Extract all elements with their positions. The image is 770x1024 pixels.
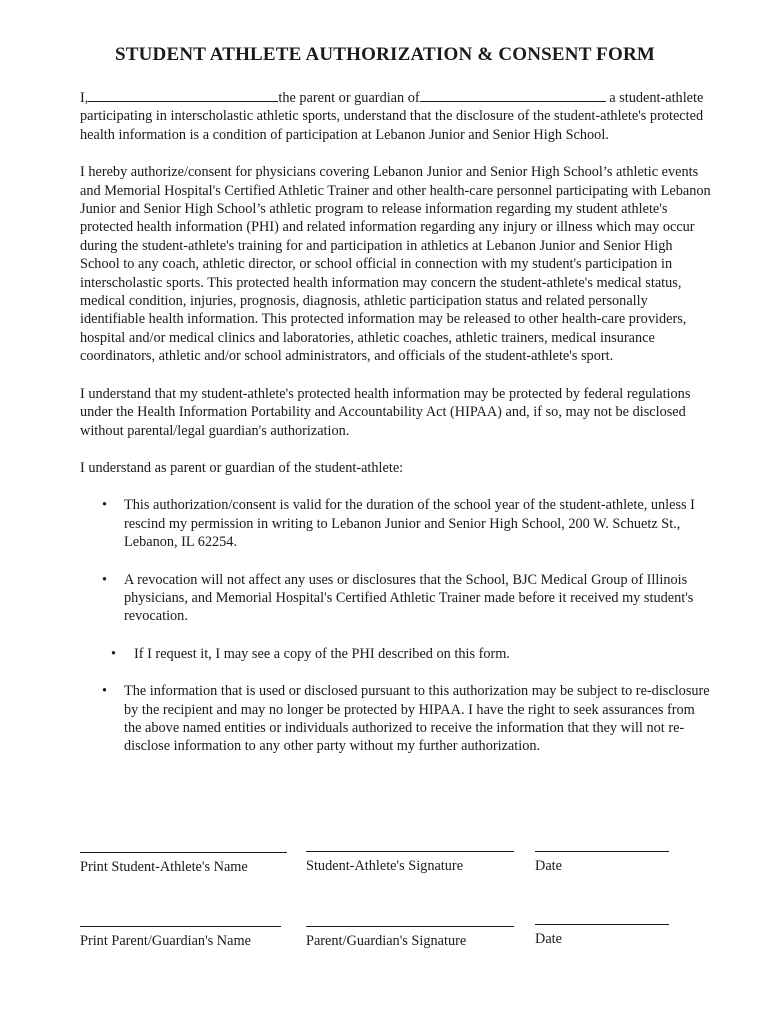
signature-line bbox=[306, 926, 514, 927]
signature-line bbox=[306, 851, 514, 852]
terms-list bbox=[80, 496, 712, 755]
student-date-label: Date bbox=[535, 858, 562, 874]
authorize-paragraph: I hereby authorize/consent for physicians covering Lebanon Junior and Senior High School’s athletic events and Memorial Hospital's Certified Athletic Trainer and other health-care personnel participating with Lebanon Junior and Senior High School’s athletic program to release information regarding my student athlete's protected health information (PHI) and related information regarding any injury or illness which may occur during the student-athlete's training for and participation in athletics at Lebanon Junior and Senior High School to any coach, athletic director, or school official in connection with my student's participation in interscholastic sports. This protected health information may concern the student-athlete's medical status, medical condition, injuries, prognosis, diagnosis, athletic participation status and related personally identifiable health information. This protected information may be released to other health-care providers, hospital and/or medical clinics and laboratories, athletic coaches, athletic trainers, medical insurance coordinators, athletic and/or school administrators, and officials of the student-athlete's sport. bbox=[80, 164, 711, 365]
student-signature-field[interactable] bbox=[306, 851, 514, 875]
signature-line bbox=[535, 924, 669, 925]
parent-signature-field[interactable] bbox=[306, 926, 514, 950]
parent-name-label: Print Parent/Guardian's Name bbox=[80, 933, 251, 949]
list-item bbox=[80, 645, 712, 663]
intro-suffix: a student-athlete participating in interscholastic athletic sports, understand that the disclosure of the student-athlete's protected health information is a condition of participation at Lebanon Junior and Senior High School. bbox=[80, 90, 704, 143]
list-item-text: This authorization/consent is valid for the duration of the school year of the student-athlete, unless I rescind my permission in writing to Lebanon Junior and Senior High School, 200 W. Schuetz St., Lebanon, IL 62254. bbox=[124, 497, 695, 551]
list-item-text: A revocation will not affect any uses or disclosures that the School, BJC Medical Group of Illinois physicians, and Memorial Hospital's Certified Athletic Trainer made before it received my student's revocation. bbox=[124, 571, 694, 625]
signature-line bbox=[80, 852, 287, 853]
student-name-blank[interactable] bbox=[420, 88, 606, 102]
form-title: STUDENT ATHLETE AUTHORIZATION & CONSENT FORM bbox=[114, 44, 656, 65]
parent-name-field[interactable] bbox=[80, 926, 281, 950]
intro-paragraph bbox=[80, 88, 712, 144]
student-name-label: Print Student-Athlete's Name bbox=[80, 859, 248, 875]
list-item bbox=[80, 571, 712, 626]
list-item bbox=[80, 682, 712, 756]
list-item-text: The information that is used or disclosed pursuant to this authorization may be subject to re-disclosure by the recipient and may no longer be protected by HIPAA. I have the right to seek assurances from the above named entities or individuals authorized to receive the information that they will not re-disclose information to any other party without my further authorization. bbox=[124, 683, 710, 755]
parent-name-blank[interactable] bbox=[88, 88, 278, 102]
parent-date-field[interactable] bbox=[535, 924, 669, 948]
bullet-icon: • bbox=[111, 645, 117, 662]
list-item-text: If I request it, I may see a copy of the PHI described on this form. bbox=[134, 645, 510, 662]
form-body bbox=[80, 88, 712, 775]
bullet-icon: • bbox=[102, 571, 108, 588]
bullet-icon: • bbox=[102, 683, 108, 700]
hipaa-paragraph: I understand that my student-athlete's protected health information may be protected by federal regulations under the Health Information Portability and Accountability Act (HIPAA) and, if so, may not be disclosed without parental/legal guardian's authorization. bbox=[80, 385, 691, 439]
student-signature-label: Student-Athlete's Signature bbox=[306, 858, 464, 874]
intro-prefix: I, bbox=[80, 90, 89, 106]
bullet-icon: • bbox=[102, 497, 108, 514]
parent-date-label: Date bbox=[535, 931, 562, 947]
intro-middle: the parent or guardian of bbox=[278, 90, 420, 106]
parent-signature-label: Parent/Guardian's Signature bbox=[306, 933, 467, 949]
list-item bbox=[80, 496, 712, 551]
student-name-field[interactable] bbox=[80, 852, 287, 876]
understand-paragraph: I understand as parent or guardian of the student-athlete: bbox=[80, 459, 404, 476]
signature-line bbox=[80, 926, 281, 927]
signature-line bbox=[535, 851, 669, 852]
student-date-field[interactable] bbox=[535, 851, 669, 875]
